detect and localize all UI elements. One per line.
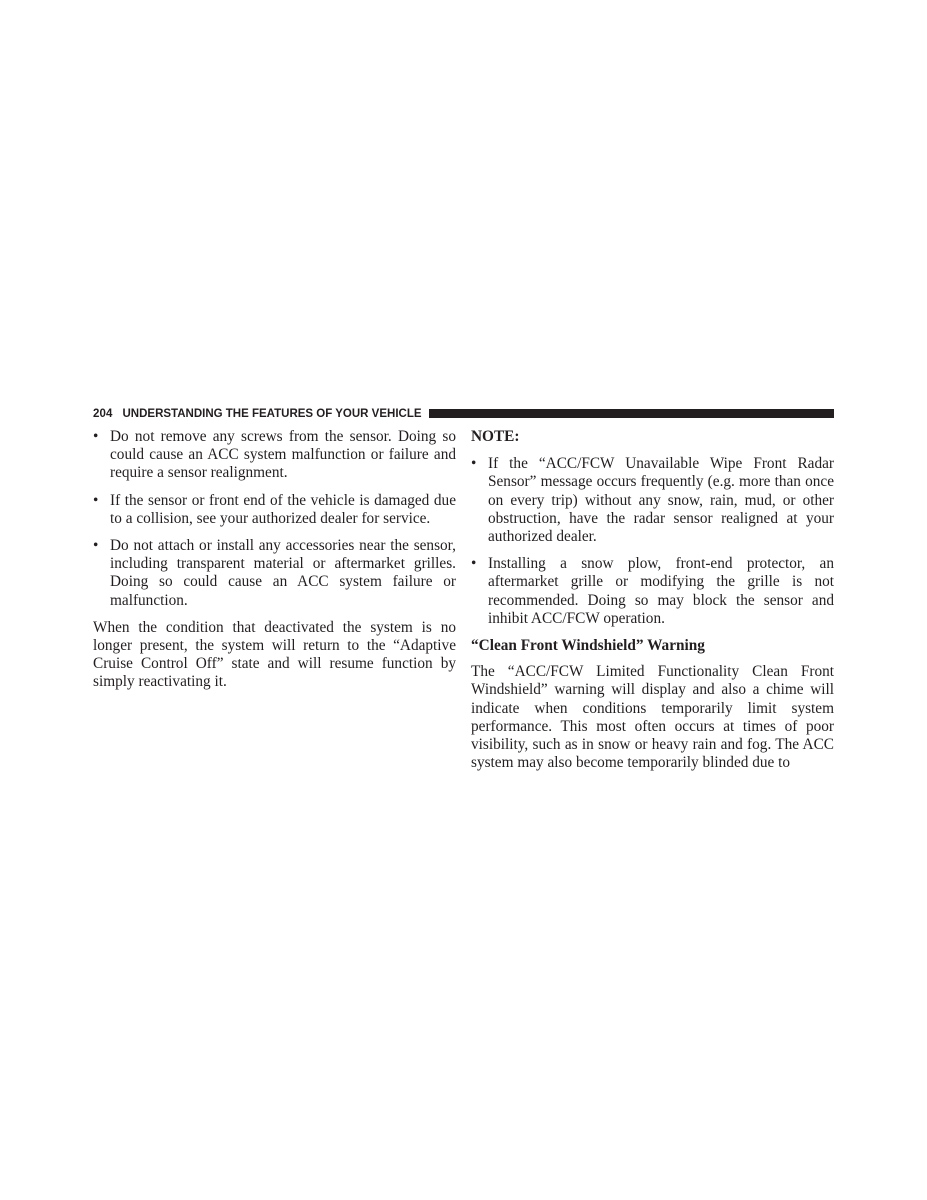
caution-list: [93, 428, 456, 610]
list-item-text: Do not attach or install any accessories near the sensor, including transparent material or aftermarket grilles. Doing so could cause an ACC system failure or malfunction.: [110, 537, 456, 609]
list-item: [471, 455, 834, 546]
bullet-icon: •: [93, 428, 99, 445]
bullet-icon: •: [471, 555, 477, 573]
left-column: [93, 428, 456, 692]
list-item: [93, 428, 456, 483]
list-item-text: If the sensor or front end of the vehicle is damaged due to a collision, see your authorized dealer for service.: [110, 491, 456, 527]
bullet-icon: •: [93, 491, 99, 509]
header-rule: [429, 409, 834, 418]
note-list: [471, 455, 834, 628]
list-item: [93, 492, 456, 528]
page-header: [93, 405, 834, 422]
body-paragraph: The “ACC/FCW Limited Functionality Clean Front Windshield” warning will display and also a chime will indicate when conditions temporarily limit system performance. This most often occurs at times of poor visibility, such as in snow or heavy rain and fog. The ACC system may also become temporarily blinded due to: [471, 663, 834, 772]
list-item: [93, 537, 456, 610]
section-subheading: “Clean Front Windshield” Warning: [471, 637, 705, 655]
list-item-text: Do not remove any screws from the sensor. Doing so could cause an ACC system malfunction or failure and require a sensor realignment.: [110, 428, 456, 482]
bullet-icon: •: [471, 455, 477, 473]
list-item-text: If the “ACC/FCW Unavailable Wipe Front Radar Sensor” message occurs frequently (e.g. more than once on every trip) without any snow, rain, mud, or other obstruction, have the radar sensor realigned at your authorized dealer.: [488, 455, 834, 546]
body-paragraph: When the condition that deactivated the system is no longer present, the system will return to the “Adaptive Cruise Control Off” state and will resume function by simply reactivating it.: [93, 618, 456, 691]
note-label: NOTE:: [471, 428, 520, 445]
right-column: [471, 428, 834, 772]
bullet-icon: •: [93, 537, 99, 555]
list-item: [471, 555, 834, 628]
page-number: 204: [93, 407, 113, 420]
list-item-text: Installing a snow plow, front-end protector, an aftermarket grille or modifying the grille is not recommended. Doing so may block the sensor and inhibit ACC/FCW operation.: [488, 555, 834, 627]
section-title: UNDERSTANDING THE FEATURES OF YOUR VEHICLE: [122, 407, 422, 420]
